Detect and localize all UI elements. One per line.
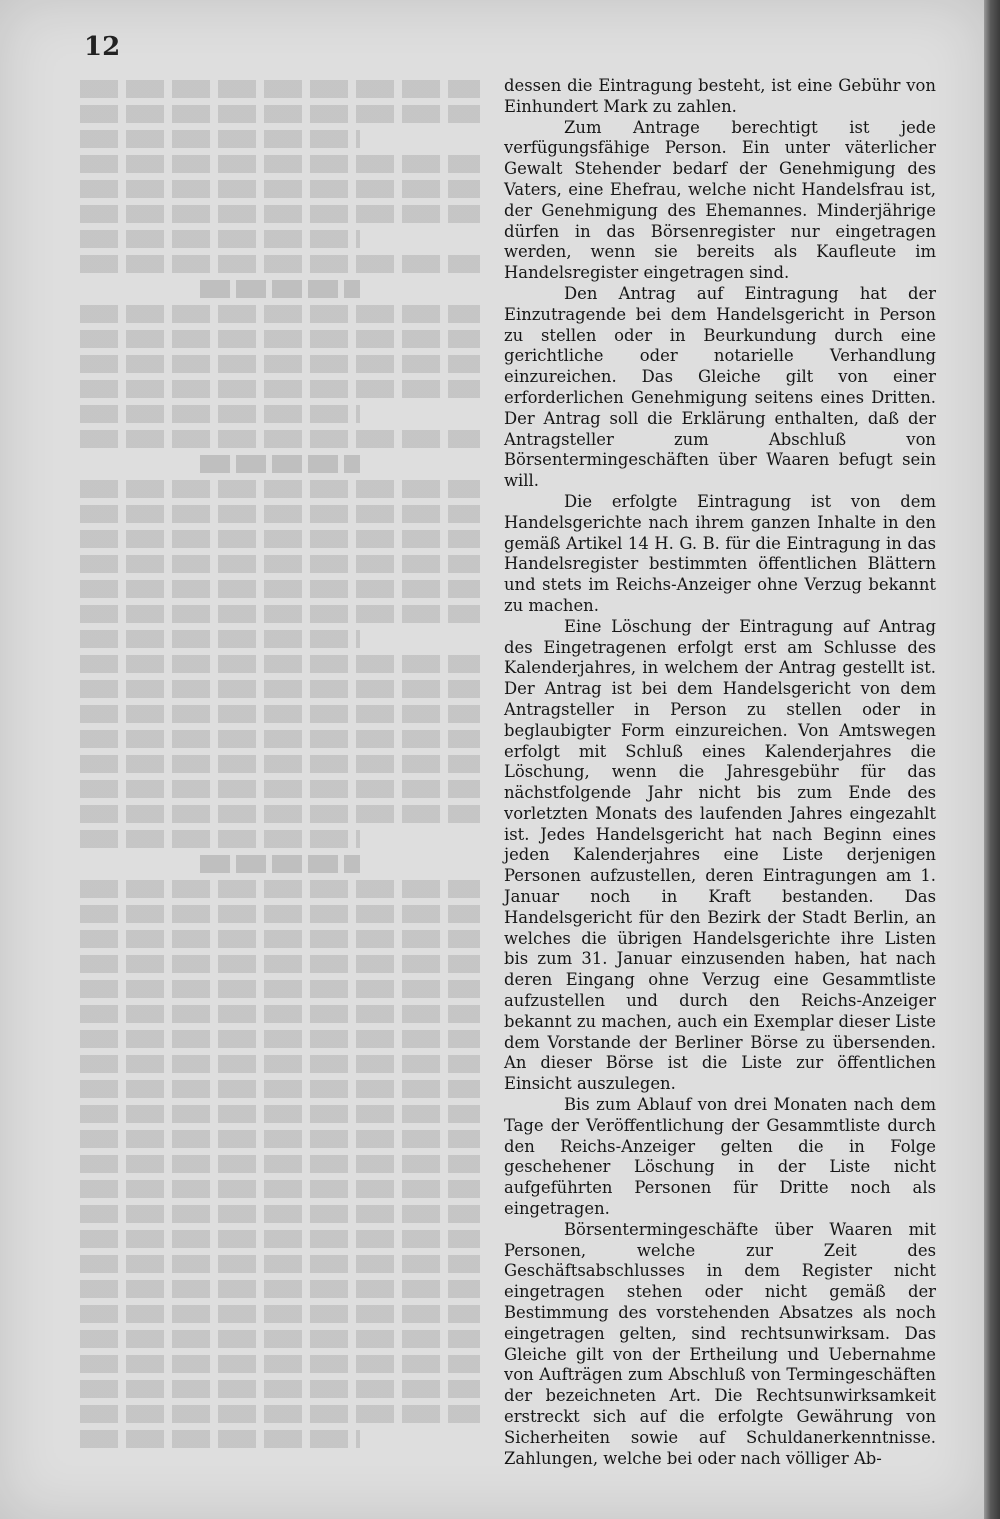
show-through-line [80, 630, 360, 648]
paragraph: Die erfolgte Eintragung ist von dem Handelsgerichte nach ihrem ganzen Inhalte in den gemäß Artikel 14 H. G. B. für die Eintragung in das Handelsregister bestimmten öffentlichen Blättern und stets im Reichs-Anzeiger ohne Verzug bekannt zu machen. [504, 491, 936, 615]
show-through-line [80, 480, 480, 498]
paragraph: Börsentermingeschäfte über Waaren mit Personen, welche zur Zeit des Geschäftsabschlusses in dem Register nicht eingetragen stehen oder nicht gemäß der Bestimmung des vorstehenden Absatzes als noch eingetragen gelten, sind rechtsunwirksam. Das Gleiche gilt von der Ertheilung und Uebernahme von Aufträgen zum Abschluß von Termingeschäften der bezeichneten Art. Die Rechtsunwirksamkeit erstreckt sich auf die erfolgte Gewährung von Sicherheiten sowie auf Schuldanerkenntnisse. Zahlungen, welche bei oder nach völliger Ab- [504, 1219, 936, 1468]
show-through-line [80, 1005, 480, 1023]
show-through-line [80, 530, 480, 548]
show-through-line [80, 1155, 480, 1173]
show-through-line [80, 430, 480, 448]
show-through-line [80, 705, 480, 723]
paragraph: dessen die Eintragung besteht, ist eine Gebühr von Einhundert Mark zu zahlen. [504, 76, 936, 116]
show-through-line [80, 1255, 480, 1273]
show-through-line [80, 930, 480, 948]
paragraph: Zum Antrage berechtigt ist jede verfügungsfähige Person. Ein unter väterlicher Gewalt Stehender bedarf der Genehmigung des Vaters, eine Ehefrau, welche nicht Handelsfrau ist, der Genehmigung des Ehemannes. Minderjährige dürfen in das Börsenregister nur eingetragen werden, wenn sie bereits als Kaufleute im Handelsregister eingetragen sind. [504, 117, 936, 283]
show-through-line [80, 780, 480, 798]
show-through-line [80, 380, 480, 398]
paragraph: Den Antrag auf Eintragung hat der Einzutragende bei dem Handelsgericht in Person zu stellen oder in Beurkundung durch eine gerichtliche oder notarielle Verhandlung einzureichen. Das Gleiche gilt von einer erforderlichen Genehmigung seitens eines Dritten. Der Antrag soll die Erklärung enthalten, daß der Antragsteller zum Abschluß von Börsentermingeschäften über Waaren befugt sein will. [504, 283, 936, 491]
text-column [504, 76, 936, 1469]
show-through-line [80, 230, 360, 248]
show-through-line [80, 1330, 480, 1348]
show-through-line [80, 1180, 480, 1198]
show-through-line [80, 180, 480, 198]
show-through-line [80, 980, 480, 998]
show-through-line [80, 580, 480, 598]
show-through-line [80, 80, 480, 98]
show-through-line [80, 1280, 480, 1298]
show-through-line [80, 1430, 360, 1448]
show-through-line [80, 205, 480, 223]
show-through-line [80, 1080, 480, 1098]
show-through-line [80, 1380, 480, 1398]
show-through-line [80, 905, 480, 923]
show-through-line [80, 805, 480, 823]
show-through-line [80, 555, 480, 573]
paragraph: Bis zum Ablauf von drei Monaten nach dem Tage der Veröffentlichung der Gesammtliste durch den Reichs-Anzeiger gelten die in Folge geschehener Löschung in der Liste nicht aufgeführten Personen für Dritte noch als eingetragen. [504, 1095, 936, 1219]
paragraph: Eine Löschung der Eintragung auf Antrag des Eingetragenen erfolgt erst am Schlusse des Kalenderjahres, in welchem der Antrag gestellt ist. Der Antrag ist bei dem Handelsgericht von dem Antragsteller in Person zu stellen oder in beglaubigter Form einzureichen. Von Amtswegen erfolgt mit Schluß eines Kalenderjahres die Löschung, wenn die Jahresgebühr für das nächstfolgende Jahr nicht bis zum Ende des vorletzten Monats des laufenden Jahres eingezahlt ist. Jedes Handelsgericht hat nach Beginn eines jeden Kalenderjahres eine Liste derjenigen Personen aufzustellen, deren Eintragungen am 1. Januar noch in Kraft bestanden. Das Handelsgericht für den Bezirk der Stadt Berlin, an welches die übrigen Handelsgerichte ihre Listen bis zum 31. Januar einzusenden haben, hat nach deren Eingang ohne Verzug eine Gesammtliste aufzustellen und durch den Reichs-Anzeiger bekannt zu machen, auch ein Exemplar dieser Liste dem Vorstande der Berliner Börse zu übersenden. An dieser Börse ist die Liste zur öffentlichen Einsicht auszulegen. [504, 616, 936, 1094]
show-through-line [200, 455, 360, 473]
show-through-line [80, 1130, 480, 1148]
show-through-line [80, 255, 480, 273]
show-through-line [80, 155, 480, 173]
show-through-line [80, 1355, 480, 1373]
show-through-line [80, 1030, 480, 1048]
show-through-line [200, 280, 360, 298]
show-through-line [80, 1105, 480, 1123]
show-through-line [80, 505, 480, 523]
show-through-line [80, 405, 360, 423]
show-through-line [80, 1055, 480, 1073]
show-through-line [80, 830, 360, 848]
show-through-text [80, 80, 480, 1460]
show-through-line [80, 1305, 480, 1323]
show-through-line [80, 755, 480, 773]
show-through-line [80, 1230, 480, 1248]
show-through-line [80, 130, 360, 148]
show-through-line [80, 730, 480, 748]
show-through-line [80, 1205, 480, 1223]
show-through-line [80, 605, 480, 623]
show-through-line [80, 1405, 480, 1423]
show-through-line [80, 655, 480, 673]
show-through-line [80, 105, 480, 123]
show-through-line [80, 880, 480, 898]
show-through-line [80, 330, 480, 348]
show-through-line [80, 680, 480, 698]
show-through-line [200, 855, 360, 873]
book-binding-edge [984, 0, 1000, 1519]
show-through-line [80, 355, 480, 373]
page-number: 12 [84, 32, 121, 62]
show-through-line [80, 955, 480, 973]
show-through-line [80, 305, 480, 323]
